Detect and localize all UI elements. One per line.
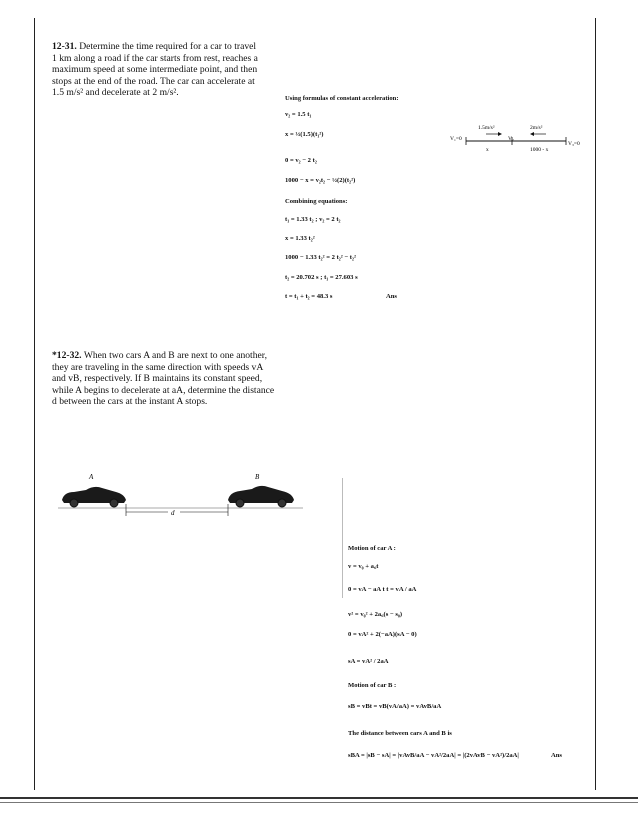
problem-line <box>52 41 292 53</box>
equation: v₂ = 1.5 t₁ <box>285 111 312 118</box>
problem-line: 1 km along a road if the car starts from rest, reaches a <box>52 52 258 64</box>
equation: 1000 − 1.33 t₂² = 2 t₂² − t₂² <box>285 254 356 261</box>
equation: sB = vBt = vB(vA/aA) = vAvB/aA <box>348 703 442 710</box>
equation: sA = vA² / 2aA <box>348 658 389 665</box>
equation: x = 1.33 t₂² <box>285 235 315 242</box>
problem-line: they are traveling in the same direction with speeds vA <box>52 361 264 373</box>
equation: 1000 − x = v₂t₂ − ½(2)(t₂²) <box>285 177 356 184</box>
label-v2: V₂ <box>508 136 514 142</box>
problem-text: When two cars A and B are next to one another, <box>83 350 267 361</box>
problem-12-32 <box>52 350 302 408</box>
problem-number: *12-32. <box>52 350 82 361</box>
problem-line <box>52 350 302 362</box>
solution-12-31-heading: Using formulas of constant acceleration: <box>285 95 399 102</box>
problem-line: 1.5 m/s² and decelerate at 2 m/s². <box>52 87 179 99</box>
equation: 0 = vA² + 2(−aA)(sA − 0) <box>348 631 417 638</box>
combining-heading: Combining equations: <box>285 198 348 205</box>
motion-diagram-12-31 <box>450 118 600 160</box>
label-remaining: 1000 - x <box>530 147 549 153</box>
bottom-rule-thin <box>0 802 638 803</box>
equation-result: sBA = |sB − sA| = |vAvB/aA − vA²/2aA| = |(2vAvB − vA²)/2aA| <box>348 752 519 759</box>
car-a-label: A <box>89 473 94 481</box>
problem-line: d between the cars at the instant A stops. <box>52 396 208 408</box>
arrow-head <box>498 132 502 136</box>
label-acceleration: 1.5m/s² <box>478 125 495 131</box>
equation: v = v₀ + a꜀t <box>348 563 379 570</box>
car-a-icon <box>62 487 126 507</box>
label-deceleration: 2m/s² <box>530 125 543 131</box>
problem-line: while A begins to decelerate at aA, determine the distance <box>52 384 275 396</box>
problem-12-31 <box>52 41 292 99</box>
problem-line: and vB, respectively. If B maintains its constant speed, <box>52 373 263 385</box>
problem-line: maximum speed at some intermediate point, and then <box>52 64 258 76</box>
motion-car-b-heading: Motion of car B : <box>348 682 397 689</box>
arrow-head <box>530 132 534 136</box>
label-x: x <box>486 147 489 153</box>
equation: v² = v₀² + 2a꜀(s − s₀) <box>348 611 403 618</box>
problem-text: Determine the time required for a car to travel <box>79 41 257 52</box>
equation-result: t = t₁ + t₂ = 48.3 s <box>285 293 333 300</box>
answer-label: Ans <box>551 752 562 759</box>
distance-label: d <box>171 509 175 517</box>
divider <box>342 478 343 598</box>
car-b-label: B <box>255 473 260 481</box>
equation: t₁ = 1.33 t₂ ; v₂ = 2 t₂ <box>285 216 341 223</box>
distance-heading: The distance between cars A and B is <box>348 730 452 737</box>
problem-line: stops at the end of the road. The car can accelerate at <box>52 75 255 87</box>
equation: x = ½(1.5)(t₁²) <box>285 131 324 138</box>
equation: 0 = vA − aA t t = vA / aA <box>348 586 417 593</box>
label-v3: V₃=0 <box>568 141 580 147</box>
equation: 0 = v₂ − 2 t₂ <box>285 157 317 164</box>
answer-label: Ans <box>386 293 397 300</box>
car-b-icon <box>228 486 294 507</box>
bottom-rule <box>0 797 638 799</box>
cars-figure-12-32 <box>58 470 303 520</box>
equation: t₂ = 20.702 s ; t₁ = 27.603 s <box>285 274 358 281</box>
label-v1: V₁=0 <box>450 136 462 142</box>
motion-car-a-heading: Motion of car A : <box>348 545 396 552</box>
problem-number: 12-31. <box>52 41 77 52</box>
